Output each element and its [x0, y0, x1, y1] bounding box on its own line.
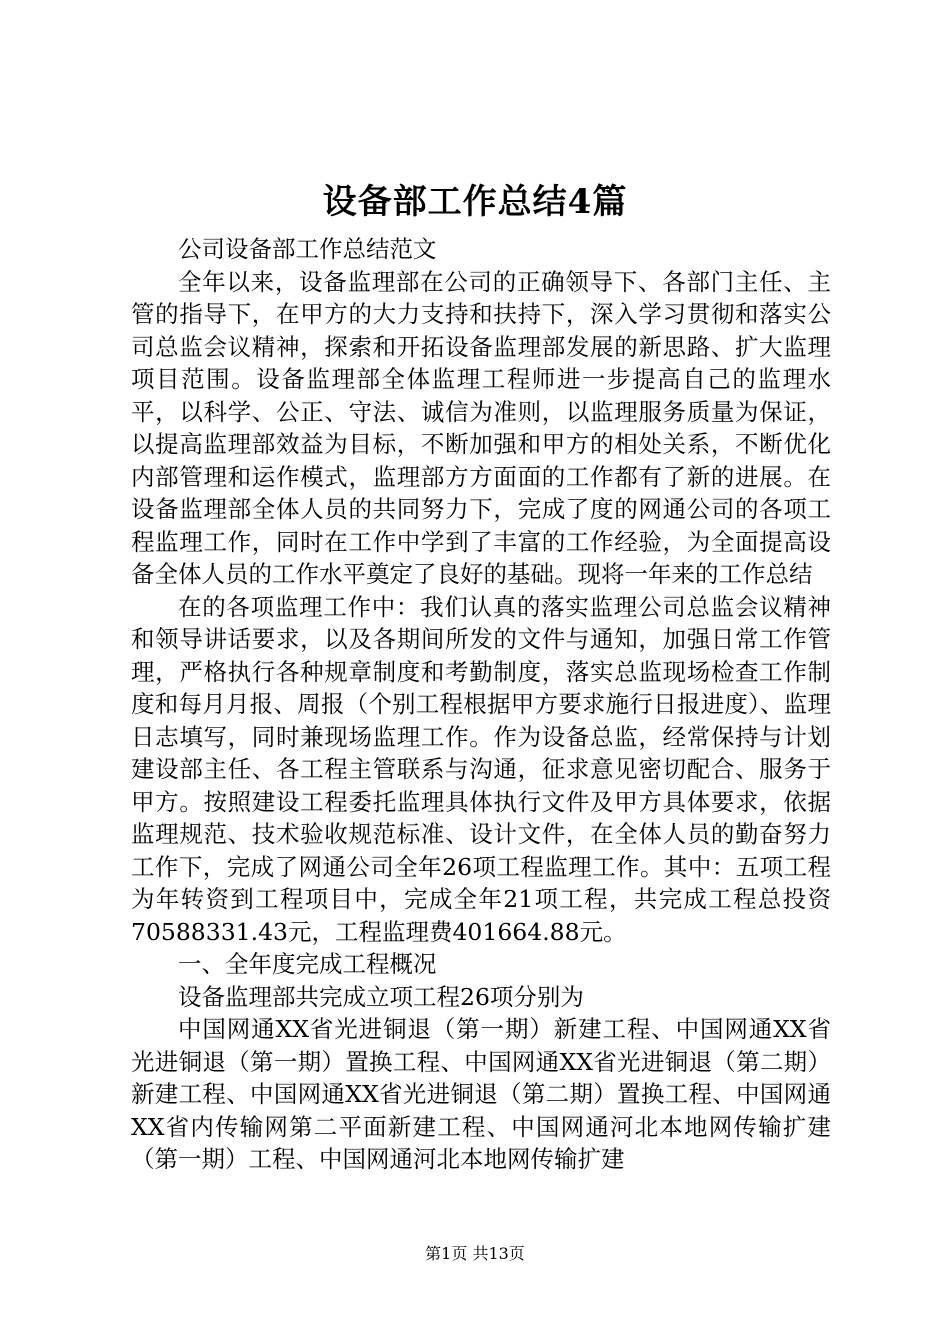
body-paragraph: 设备监理部共完成立项工程26项分别为: [178, 982, 584, 1011]
body-paragraph: 全年以来，设备监理部在公司的正确领导下、各部门主任、主管的指导下，在甲方的大力支持和扶持下，深入学习贯彻和落实公司总监会议精神，探索和开拓设备监理部发展的新思路、扩大监理项目范围。设备监理部全体监理工程师进一步提高自己的监理水平，以科学、公正、守法、诚信为准则，以监理服务质量为保证，以提高监理部效益为目标，不断加强和甲方的相处关系，不断优化内部管理和运作模式，监理部方方面面的工作都有了新的进展。在设备监理部全体人员的共同努力下，完成了度的网通公司的各项工程监理工作，同时在工作中学到了丰富的工作经验，为全面提高设备全体人员的工作水平奠定了良好的基础。现将一年来的工作总结: [131, 267, 831, 588]
document-title: 设备部工作总结4篇: [322, 182, 628, 222]
page-number: 第1页 共13页: [425, 1244, 525, 1263]
section-heading: 一、全年度完成工程概况: [178, 950, 437, 978]
body-paragraph: 在的各项监理工作中：我们认真的落实监理公司总监会议精神和领导讲话要求，以及各期间所发的文件与通知，加强日常工作管理，严格执行各种规章制度和考勤制度，落实总监现场检查工作制度和每月月报、周报（个别工程根据甲方要求施行日报进度）、监理日志填写，同时兼现场监理工作。作为设备总监，经常保持与计划建设部主任、各工程主管联系与沟通，征求意见密切配合、服务于甲方。按照建设工程委托监理具体执行文件及甲方具体要求，依据监理规范、技术验收规范标准、设计文件，在全体人员的勤奋努力工作下，完成了网通公司全年26项工程监理工作。其中：五项工程为年转资到工程项目中，完成全年21项工程，共完成工程总投资70588331.43元，工程监理费401664.88元。: [131, 592, 831, 946]
subtitle-paragraph: 公司设备部工作总结范文: [178, 235, 437, 263]
document-body: [131, 233, 831, 1176]
body-paragraph: 中国网通XX省光进铜退（第一期）新建工程、中国网通XX省光进铜退（第一期）置换工程、中国网通XX省光进铜退（第二期）新建工程、中国网通XX省光进铜退（第二期）置换工程、中国网通XX省内传输网第二平面新建工程、中国网通河北本地网传输扩建（第一期）工程、中国网通河北本地网传输扩建: [131, 1015, 831, 1173]
